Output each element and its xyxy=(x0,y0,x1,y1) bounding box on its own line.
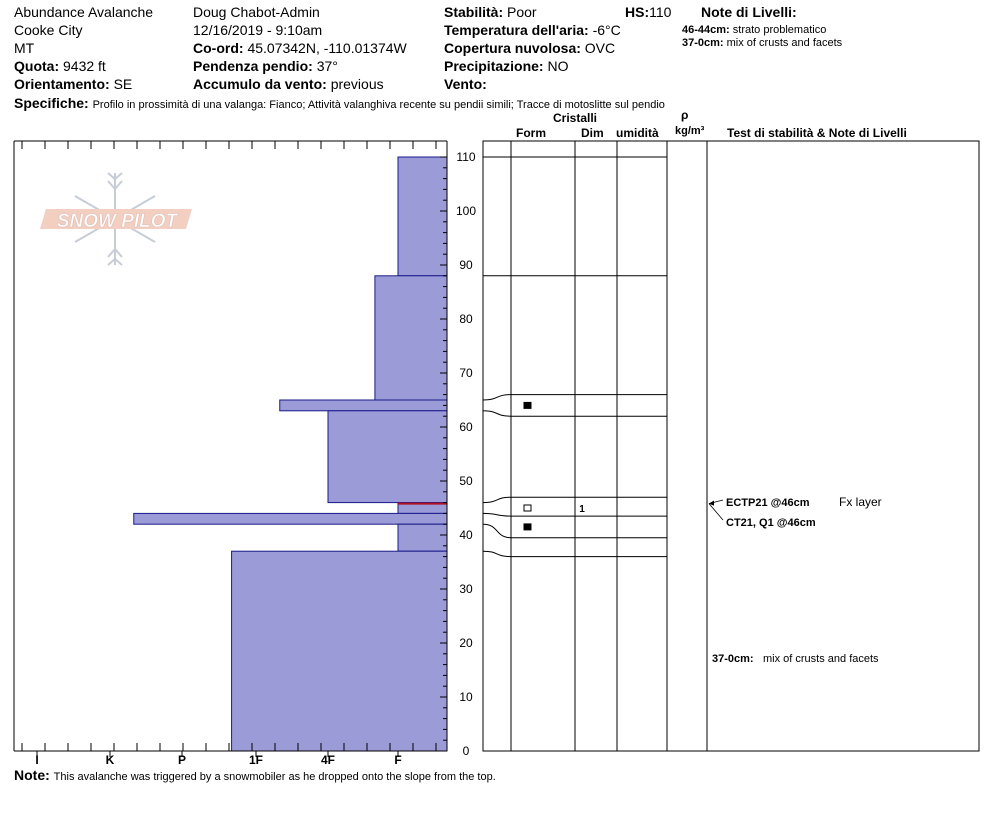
height-label-110: 110 xyxy=(456,150,476,164)
height-label-90: 90 xyxy=(459,258,473,272)
grain-form-1 xyxy=(524,402,531,408)
elevation-label: Quota: xyxy=(14,58,60,74)
hardness-label-K: K xyxy=(105,753,115,767)
location: Abundance Avalanche xyxy=(14,4,154,20)
logo-text: SNOW PILOT xyxy=(56,211,178,232)
hardness-label-P: P xyxy=(177,753,187,767)
layer-note-1-text: strato problematico xyxy=(732,24,827,36)
side-note-text: mix of crusts and facets xyxy=(763,653,879,665)
test-note-1: Fx layer xyxy=(839,495,882,509)
note-text: This avalanche was triggered by a snowmobiler as he dropped onto the slope from the top. xyxy=(53,771,496,783)
sky-value: OVC xyxy=(584,40,616,56)
height-label-30: 30 xyxy=(459,582,473,596)
height-label-60: 60 xyxy=(459,420,473,434)
hs-label: HS: xyxy=(625,4,650,20)
hardness-label-F: F xyxy=(394,753,402,767)
stability-value: Poor xyxy=(507,4,537,20)
area: Cooke City xyxy=(14,22,83,38)
coord-value: 45.07342N, -110.01374W xyxy=(247,40,407,56)
aspect-value: SE xyxy=(113,76,133,92)
layer-note-1-range: 46-44cm: xyxy=(682,24,730,36)
height-label-10: 10 xyxy=(459,690,473,704)
snowpilot-logo xyxy=(40,173,192,265)
hardness-label-1F: 1F xyxy=(248,753,264,767)
hardness-layer-4 xyxy=(328,411,447,503)
hardness-layer-6 xyxy=(134,513,447,524)
hardness-layer-7 xyxy=(398,524,447,551)
vento-label: Vento: xyxy=(444,76,487,92)
hardness-label-I: I xyxy=(35,753,39,767)
test-code-2: CT21, Q1 @46cm xyxy=(726,517,816,529)
layer-notes-title: Note di Livelli: xyxy=(701,4,797,20)
observer: Doug Chabot-Admin xyxy=(193,4,320,20)
test-code-1: ECTP21 @46cm xyxy=(726,497,810,509)
air-temp-label: Temperatura dell'aria: xyxy=(444,22,589,38)
datetime: 12/16/2019 - 9:10am xyxy=(193,22,323,38)
sky-label: Copertura nuvolosa: xyxy=(444,40,581,56)
height-label-100: 100 xyxy=(455,204,477,218)
hardness-layer-3 xyxy=(280,400,447,411)
height-label-50: 50 xyxy=(459,474,473,488)
density-unit-header: kg/m³ xyxy=(675,125,705,137)
hs-value: 110 xyxy=(649,4,672,20)
note xyxy=(14,767,496,785)
hardness-label-4F: 4F xyxy=(320,753,336,767)
slope-label: Pendenza pendio: xyxy=(193,58,313,74)
hardness-layer-8 xyxy=(232,551,447,751)
stability-tests xyxy=(709,495,882,529)
height-label-70: 70 xyxy=(459,366,473,380)
grain-size-2: 1 xyxy=(579,504,585,515)
height-label-0: 0 xyxy=(462,744,470,758)
coord-label: Co-ord: xyxy=(193,40,244,56)
stability-label: Stabilità: xyxy=(444,4,504,20)
form-header: Form xyxy=(516,126,546,140)
layer-note-2-text: mix of crusts and facets xyxy=(726,37,843,49)
grain-form-3 xyxy=(524,524,531,530)
hardness-layer-2 xyxy=(375,276,447,400)
note-label: Note: xyxy=(14,767,50,783)
air-temp-value: -6°C xyxy=(592,22,621,38)
slope-value: 37° xyxy=(316,58,338,74)
precip-label: Precipitazione: xyxy=(444,58,544,74)
height-label-40: 40 xyxy=(459,528,473,542)
specifics-value: Profilo in prossimità di una valanga: Fianco; Attività valanghiva recente su pendii simili; Tracce di motoslitte sul pendio xyxy=(92,99,665,111)
rho-header: ρ xyxy=(681,108,689,122)
crystals-header: Cristalli xyxy=(553,111,598,125)
precip-value: NO xyxy=(547,58,569,74)
test-arrow-2 xyxy=(709,504,723,520)
state: MT xyxy=(14,40,35,56)
moisture-header: umidità xyxy=(616,126,659,140)
aspect-label: Orientamento: xyxy=(14,76,110,92)
grain-form-2 xyxy=(524,505,531,511)
layer-note-2-range: 37-0cm: xyxy=(682,37,724,49)
height-label-20: 20 xyxy=(459,636,473,650)
hardness-layer-1 xyxy=(398,157,447,276)
wind-label: Accumulo da vento: xyxy=(193,76,327,92)
wind-value: previous xyxy=(330,76,384,92)
elevation-value: 9432 ft xyxy=(63,58,106,74)
height-label-80: 80 xyxy=(459,312,473,326)
tests-notes-header: Test di stabilità & Note di Livelli xyxy=(727,126,907,140)
hardness-bars xyxy=(134,157,447,751)
side-note-range: 37-0cm: xyxy=(712,653,754,665)
size-header: Dim xyxy=(581,126,604,140)
specifics-label: Specifiche: xyxy=(14,95,89,111)
